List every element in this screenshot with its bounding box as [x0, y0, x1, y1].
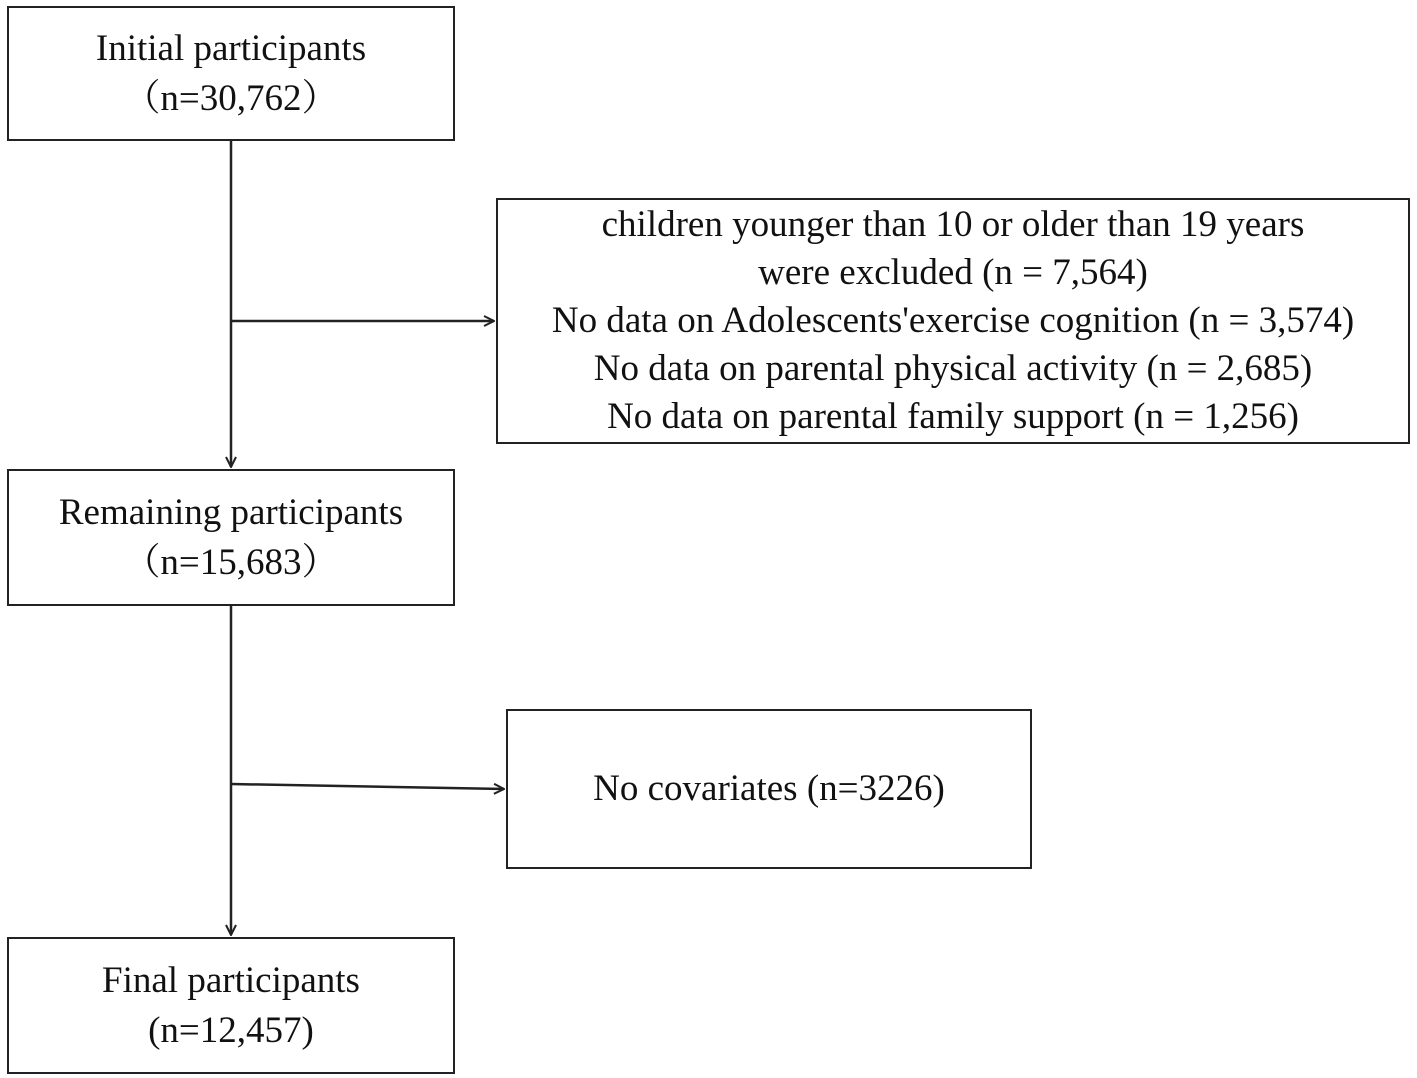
remaining-participants-box: [7, 469, 455, 606]
exclusion-box-2: [506, 709, 1032, 869]
remaining-participants-title: Remaining participants: [58, 491, 404, 533]
exclusion-1-line: children younger than 10 or older than 19 years: [601, 204, 1305, 245]
final-participants-title: Final participants: [102, 959, 360, 1001]
exclusion-1-line: No data on parental family support (n = 1,256): [607, 396, 1299, 437]
final-participants-count: (n=12,457): [148, 1009, 314, 1051]
arrow-to-exclusion-2: [231, 784, 504, 789]
exclusion-1-line: were excluded (n = 7,564): [758, 252, 1148, 293]
exclusion-1-line: No data on parental physical activity (n = 2,685): [593, 348, 1313, 389]
initial-participants-box: [7, 6, 455, 141]
exclusion-1-line: No data on Adolescents'exercise cognition (n = 3,574): [551, 300, 1355, 341]
final-participants-box: [7, 937, 455, 1074]
initial-participants-title: Initial participants: [95, 27, 367, 69]
remaining-participants-count: （n=15,683）: [123, 541, 339, 583]
initial-participants-count: （n=30,762）: [123, 77, 339, 119]
exclusion-box-1: [496, 198, 1410, 444]
exclusion-2-text: No covariates (n=3226): [593, 768, 945, 809]
